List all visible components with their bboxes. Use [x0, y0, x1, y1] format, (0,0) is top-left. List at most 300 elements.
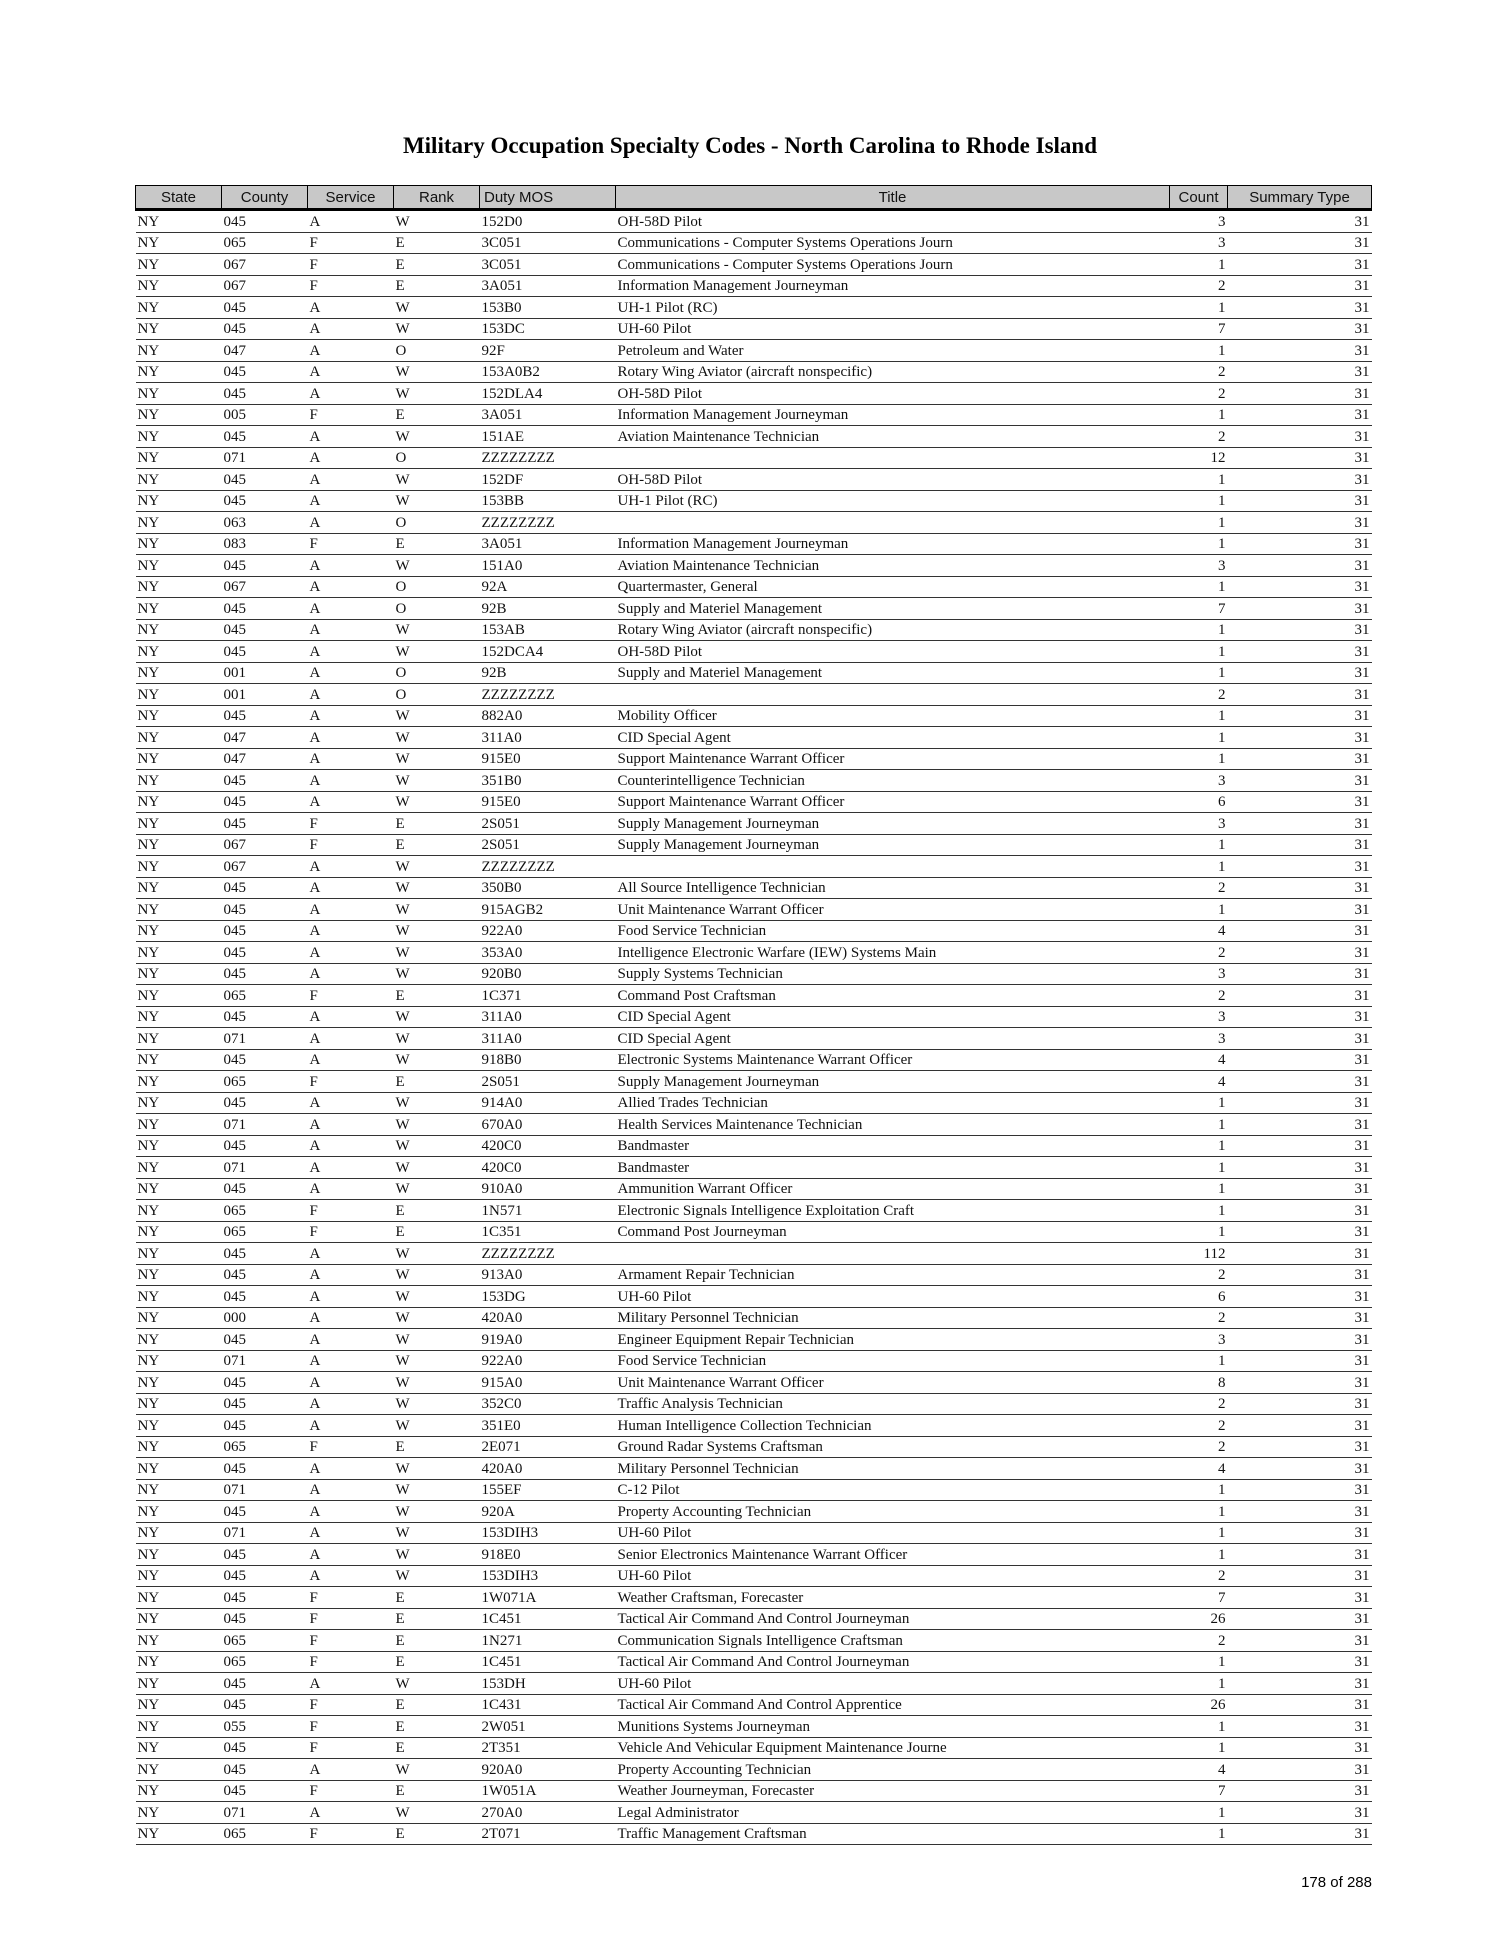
mos-table: [135, 185, 1372, 1845]
service-cell: A: [308, 1006, 394, 1028]
table-row: [136, 254, 1372, 276]
rank-cell: W: [394, 1372, 480, 1394]
count-cell: 4: [1170, 920, 1228, 942]
service-cell: A: [308, 770, 394, 792]
count-cell: 3: [1170, 770, 1228, 792]
county-cell: 045: [222, 1759, 308, 1781]
title-cell: Rotary Wing Aviator (aircraft nonspecific): [616, 619, 1170, 641]
title-cell: Bandmaster: [616, 1157, 1170, 1179]
title-cell: Command Post Journeyman: [616, 1221, 1170, 1243]
rank-cell: W: [394, 426, 480, 448]
table-row: [136, 598, 1372, 620]
count-cell: 4: [1170, 1049, 1228, 1071]
count-cell: 1: [1170, 1823, 1228, 1845]
table-row: [136, 813, 1372, 835]
table-row: [136, 1673, 1372, 1695]
service-cell: A: [308, 662, 394, 684]
service-cell: A: [308, 963, 394, 985]
service-cell: A: [308, 877, 394, 899]
count-cell: 1: [1170, 1114, 1228, 1136]
title-cell: UH-60 Pilot: [616, 1522, 1170, 1544]
state-cell: NY: [136, 297, 222, 319]
service-cell: A: [308, 426, 394, 448]
service-cell: A: [308, 1350, 394, 1372]
count-cell: 1: [1170, 1802, 1228, 1824]
summary-type-cell: 31: [1228, 1651, 1372, 1673]
service-cell: F: [308, 1694, 394, 1716]
county-cell: 065: [222, 232, 308, 254]
service-cell: A: [308, 1759, 394, 1781]
duty-mos-cell: 92B: [480, 598, 616, 620]
summary-type-cell: 31: [1228, 512, 1372, 534]
title-cell: Unit Maintenance Warrant Officer: [616, 1372, 1170, 1394]
state-cell: NY: [136, 1737, 222, 1759]
service-cell: F: [308, 1200, 394, 1222]
state-cell: NY: [136, 942, 222, 964]
duty-mos-cell: 914A0: [480, 1092, 616, 1114]
count-cell: 1: [1170, 404, 1228, 426]
state-cell: NY: [136, 254, 222, 276]
service-cell: A: [308, 361, 394, 383]
summary-type-cell: 31: [1228, 1350, 1372, 1372]
count-cell: 1: [1170, 512, 1228, 534]
table-row: [136, 1006, 1372, 1028]
title-cell: Ammunition Warrant Officer: [616, 1178, 1170, 1200]
service-cell: F: [308, 1221, 394, 1243]
state-cell: NY: [136, 641, 222, 663]
state-cell: NY: [136, 1802, 222, 1824]
duty-mos-cell: 920A: [480, 1501, 616, 1523]
duty-mos-cell: 882A0: [480, 705, 616, 727]
count-cell: 1: [1170, 340, 1228, 362]
county-cell: 045: [222, 1501, 308, 1523]
count-cell: 2: [1170, 684, 1228, 706]
service-cell: A: [308, 1178, 394, 1200]
summary-type-cell: 31: [1228, 1393, 1372, 1415]
table-row: [136, 899, 1372, 921]
table-row: [136, 1028, 1372, 1050]
duty-mos-cell: 153BB: [480, 490, 616, 512]
rank-cell: O: [394, 576, 480, 598]
state-cell: NY: [136, 1157, 222, 1179]
state-cell: NY: [136, 1178, 222, 1200]
duty-mos-cell: 152D0: [480, 210, 616, 233]
state-cell: NY: [136, 232, 222, 254]
summary-type-cell: 31: [1228, 1221, 1372, 1243]
title-cell: Electronic Systems Maintenance Warrant Officer: [616, 1049, 1170, 1071]
rank-cell: W: [394, 1157, 480, 1179]
duty-mos-cell: 670A0: [480, 1114, 616, 1136]
service-cell: A: [308, 469, 394, 491]
column-header-title: Title: [616, 186, 1170, 210]
title-cell: Rotary Wing Aviator (aircraft nonspecific): [616, 361, 1170, 383]
count-cell: 1: [1170, 856, 1228, 878]
title-cell: Traffic Analysis Technician: [616, 1393, 1170, 1415]
duty-mos-cell: 3C051: [480, 254, 616, 276]
duty-mos-cell: 1N271: [480, 1630, 616, 1652]
count-cell: 7: [1170, 1780, 1228, 1802]
table-row: [136, 404, 1372, 426]
duty-mos-cell: 153DG: [480, 1286, 616, 1308]
duty-mos-cell: 352C0: [480, 1393, 616, 1415]
count-cell: 1: [1170, 1479, 1228, 1501]
rank-cell: W: [394, 1028, 480, 1050]
county-cell: 045: [222, 1329, 308, 1351]
summary-type-cell: 31: [1228, 1694, 1372, 1716]
rank-cell: W: [394, 1114, 480, 1136]
county-cell: 045: [222, 942, 308, 964]
count-cell: 12: [1170, 447, 1228, 469]
county-cell: 071: [222, 1350, 308, 1372]
county-cell: 005: [222, 404, 308, 426]
title-cell: Senior Electronics Maintenance Warrant Officer: [616, 1544, 1170, 1566]
rank-cell: E: [394, 1071, 480, 1093]
count-cell: 2: [1170, 1393, 1228, 1415]
service-cell: A: [308, 383, 394, 405]
duty-mos-cell: 910A0: [480, 1178, 616, 1200]
summary-type-cell: 31: [1228, 275, 1372, 297]
title-cell: UH-60 Pilot: [616, 318, 1170, 340]
table-row: [136, 1587, 1372, 1609]
service-cell: A: [308, 727, 394, 749]
count-cell: 1: [1170, 705, 1228, 727]
state-cell: NY: [136, 533, 222, 555]
rank-cell: W: [394, 1393, 480, 1415]
service-cell: F: [308, 1608, 394, 1630]
duty-mos-cell: 420C0: [480, 1135, 616, 1157]
rank-cell: W: [394, 1759, 480, 1781]
title-cell: Traffic Management Craftsman: [616, 1823, 1170, 1845]
duty-mos-cell: 3A051: [480, 275, 616, 297]
summary-type-cell: 31: [1228, 1286, 1372, 1308]
county-cell: 045: [222, 1780, 308, 1802]
state-cell: NY: [136, 469, 222, 491]
duty-mos-cell: 153DH: [480, 1673, 616, 1695]
count-cell: 8: [1170, 1372, 1228, 1394]
state-cell: NY: [136, 705, 222, 727]
service-cell: A: [308, 791, 394, 813]
table-row: [136, 1780, 1372, 1802]
rank-cell: W: [394, 383, 480, 405]
table-row: [136, 1694, 1372, 1716]
title-cell: Supply and Materiel Management: [616, 598, 1170, 620]
duty-mos-cell: 915E0: [480, 748, 616, 770]
service-cell: A: [308, 1415, 394, 1437]
table-row: [136, 1522, 1372, 1544]
rank-cell: W: [394, 1135, 480, 1157]
count-cell: 4: [1170, 1458, 1228, 1480]
state-cell: NY: [136, 210, 222, 233]
title-cell: Mobility Officer: [616, 705, 1170, 727]
service-cell: A: [308, 340, 394, 362]
count-cell: 1: [1170, 576, 1228, 598]
state-cell: NY: [136, 1393, 222, 1415]
duty-mos-cell: ZZZZZZZZ: [480, 447, 616, 469]
service-cell: A: [308, 684, 394, 706]
title-cell: [616, 512, 1170, 534]
summary-type-cell: 31: [1228, 985, 1372, 1007]
state-cell: NY: [136, 1221, 222, 1243]
table-row: [136, 1501, 1372, 1523]
duty-mos-cell: 351B0: [480, 770, 616, 792]
rank-cell: E: [394, 1823, 480, 1845]
state-cell: NY: [136, 1114, 222, 1136]
duty-mos-cell: 2T351: [480, 1737, 616, 1759]
duty-mos-cell: 920B0: [480, 963, 616, 985]
title-cell: Tactical Air Command And Control Journeyman: [616, 1651, 1170, 1673]
state-cell: NY: [136, 834, 222, 856]
duty-mos-cell: 1C371: [480, 985, 616, 1007]
duty-mos-cell: 3A051: [480, 533, 616, 555]
state-cell: NY: [136, 748, 222, 770]
rank-cell: E: [394, 1737, 480, 1759]
table-row: [136, 1114, 1372, 1136]
rank-cell: W: [394, 1544, 480, 1566]
state-cell: NY: [136, 383, 222, 405]
header-row: [136, 186, 1372, 210]
county-cell: 045: [222, 1608, 308, 1630]
title-cell: UH-1 Pilot (RC): [616, 490, 1170, 512]
count-cell: 2: [1170, 1415, 1228, 1437]
duty-mos-cell: 913A0: [480, 1264, 616, 1286]
rank-cell: W: [394, 210, 480, 233]
rank-cell: E: [394, 1200, 480, 1222]
service-cell: F: [308, 985, 394, 1007]
table-row: [136, 1350, 1372, 1372]
rank-cell: E: [394, 1587, 480, 1609]
table-row: [136, 1071, 1372, 1093]
duty-mos-cell: 420C0: [480, 1157, 616, 1179]
title-cell: Food Service Technician: [616, 920, 1170, 942]
state-cell: NY: [136, 1329, 222, 1351]
rank-cell: E: [394, 813, 480, 835]
count-cell: 1: [1170, 1716, 1228, 1738]
duty-mos-cell: 153A0B2: [480, 361, 616, 383]
title-cell: UH-60 Pilot: [616, 1673, 1170, 1695]
table-row: [136, 512, 1372, 534]
table-row: [136, 1200, 1372, 1222]
county-cell: 045: [222, 619, 308, 641]
summary-type-cell: 31: [1228, 942, 1372, 964]
table-row: [136, 963, 1372, 985]
rank-cell: W: [394, 1501, 480, 1523]
duty-mos-cell: 155EF: [480, 1479, 616, 1501]
state-cell: NY: [136, 1436, 222, 1458]
state-cell: NY: [136, 1092, 222, 1114]
service-cell: A: [308, 705, 394, 727]
count-cell: 6: [1170, 791, 1228, 813]
summary-type-cell: 31: [1228, 1049, 1372, 1071]
county-cell: 071: [222, 1522, 308, 1544]
title-cell: Military Personnel Technician: [616, 1458, 1170, 1480]
title-cell: Petroleum and Water: [616, 340, 1170, 362]
service-cell: A: [308, 748, 394, 770]
table-row: [136, 232, 1372, 254]
title-cell: Quartermaster, General: [616, 576, 1170, 598]
title-cell: Property Accounting Technician: [616, 1759, 1170, 1781]
count-cell: 1: [1170, 662, 1228, 684]
rank-cell: E: [394, 985, 480, 1007]
rank-cell: W: [394, 1479, 480, 1501]
table-row: [136, 834, 1372, 856]
rank-cell: O: [394, 662, 480, 684]
table-row: [136, 340, 1372, 362]
table-row: [136, 1544, 1372, 1566]
table-row: [136, 1759, 1372, 1781]
table-row: [136, 1479, 1372, 1501]
title-cell: Command Post Craftsman: [616, 985, 1170, 1007]
summary-type-cell: 31: [1228, 1307, 1372, 1329]
state-cell: NY: [136, 619, 222, 641]
service-cell: A: [308, 1544, 394, 1566]
county-cell: 067: [222, 254, 308, 276]
count-cell: 26: [1170, 1608, 1228, 1630]
summary-type-cell: 31: [1228, 1759, 1372, 1781]
duty-mos-cell: 270A0: [480, 1802, 616, 1824]
rank-cell: E: [394, 1651, 480, 1673]
count-cell: 26: [1170, 1694, 1228, 1716]
county-cell: 067: [222, 576, 308, 598]
summary-type-cell: 31: [1228, 1114, 1372, 1136]
duty-mos-cell: 1W051A: [480, 1780, 616, 1802]
county-cell: 045: [222, 1092, 308, 1114]
summary-type-cell: 31: [1228, 1329, 1372, 1351]
county-cell: 045: [222, 1544, 308, 1566]
count-cell: 1: [1170, 1673, 1228, 1695]
service-cell: A: [308, 576, 394, 598]
county-cell: 071: [222, 447, 308, 469]
title-cell: OH-58D Pilot: [616, 469, 1170, 491]
table-row: [136, 748, 1372, 770]
state-cell: NY: [136, 1286, 222, 1308]
county-cell: 045: [222, 555, 308, 577]
title-cell: Tactical Air Command And Control Apprentice: [616, 1694, 1170, 1716]
summary-type-cell: 31: [1228, 361, 1372, 383]
title-cell: UH-60 Pilot: [616, 1565, 1170, 1587]
rank-cell: E: [394, 1716, 480, 1738]
table-row: [136, 533, 1372, 555]
summary-type-cell: 31: [1228, 1802, 1372, 1824]
count-cell: 2: [1170, 1436, 1228, 1458]
service-cell: A: [308, 318, 394, 340]
duty-mos-cell: 2E071: [480, 1436, 616, 1458]
state-cell: NY: [136, 1565, 222, 1587]
summary-type-cell: 31: [1228, 1544, 1372, 1566]
count-cell: 1: [1170, 1178, 1228, 1200]
title-cell: [616, 684, 1170, 706]
count-cell: 2: [1170, 942, 1228, 964]
rank-cell: O: [394, 447, 480, 469]
count-cell: 1: [1170, 1350, 1228, 1372]
county-cell: 065: [222, 1221, 308, 1243]
table-row: [136, 1716, 1372, 1738]
summary-type-cell: 31: [1228, 662, 1372, 684]
count-cell: 3: [1170, 963, 1228, 985]
rank-cell: W: [394, 1092, 480, 1114]
state-cell: NY: [136, 877, 222, 899]
county-cell: 065: [222, 1436, 308, 1458]
county-cell: 045: [222, 297, 308, 319]
county-cell: 045: [222, 361, 308, 383]
county-cell: 045: [222, 1135, 308, 1157]
rank-cell: W: [394, 318, 480, 340]
table-row: [136, 1458, 1372, 1480]
summary-type-cell: 31: [1228, 920, 1372, 942]
rank-cell: W: [394, 920, 480, 942]
column-header-duty-mos: Duty MOS: [480, 186, 616, 210]
count-cell: 2: [1170, 1264, 1228, 1286]
state-cell: NY: [136, 1135, 222, 1157]
table-row: [136, 383, 1372, 405]
duty-mos-cell: 152DLA4: [480, 383, 616, 405]
title-cell: Support Maintenance Warrant Officer: [616, 791, 1170, 813]
state-cell: NY: [136, 727, 222, 749]
title-cell: Aviation Maintenance Technician: [616, 426, 1170, 448]
service-cell: F: [308, 275, 394, 297]
table-row: [136, 275, 1372, 297]
title-cell: Engineer Equipment Repair Technician: [616, 1329, 1170, 1351]
table-row: [136, 1608, 1372, 1630]
rank-cell: W: [394, 1178, 480, 1200]
county-cell: 000: [222, 1307, 308, 1329]
count-cell: 2: [1170, 361, 1228, 383]
county-cell: 045: [222, 877, 308, 899]
count-cell: 1: [1170, 490, 1228, 512]
table-row: [136, 1135, 1372, 1157]
summary-type-cell: 31: [1228, 254, 1372, 276]
count-cell: 1: [1170, 1522, 1228, 1544]
count-cell: 1: [1170, 1157, 1228, 1179]
rank-cell: E: [394, 1694, 480, 1716]
title-cell: Ground Radar Systems Craftsman: [616, 1436, 1170, 1458]
table-row: [136, 210, 1372, 233]
column-header-summary-type: Summary Type: [1228, 186, 1372, 210]
service-cell: A: [308, 1135, 394, 1157]
duty-mos-cell: 915AGB2: [480, 899, 616, 921]
table-row: [136, 1802, 1372, 1824]
title-cell: Unit Maintenance Warrant Officer: [616, 899, 1170, 921]
title-cell: Information Management Journeyman: [616, 275, 1170, 297]
title-cell: UH-60 Pilot: [616, 1286, 1170, 1308]
duty-mos-cell: 351E0: [480, 1415, 616, 1437]
service-cell: F: [308, 1780, 394, 1802]
rank-cell: E: [394, 1780, 480, 1802]
rank-cell: W: [394, 1049, 480, 1071]
summary-type-cell: 31: [1228, 1157, 1372, 1179]
summary-type-cell: 31: [1228, 1630, 1372, 1652]
duty-mos-cell: 153DC: [480, 318, 616, 340]
county-cell: 045: [222, 1372, 308, 1394]
state-cell: NY: [136, 985, 222, 1007]
duty-mos-cell: 151A0: [480, 555, 616, 577]
service-cell: A: [308, 1092, 394, 1114]
rank-cell: W: [394, 727, 480, 749]
state-cell: NY: [136, 1372, 222, 1394]
rank-cell: W: [394, 1307, 480, 1329]
table-row: [136, 555, 1372, 577]
rank-cell: W: [394, 791, 480, 813]
service-cell: F: [308, 404, 394, 426]
table-row: [136, 447, 1372, 469]
county-cell: 045: [222, 1737, 308, 1759]
rank-cell: E: [394, 404, 480, 426]
service-cell: A: [308, 641, 394, 663]
state-cell: NY: [136, 899, 222, 921]
rank-cell: E: [394, 1436, 480, 1458]
title-cell: CID Special Agent: [616, 1006, 1170, 1028]
county-cell: 045: [222, 641, 308, 663]
rank-cell: W: [394, 641, 480, 663]
